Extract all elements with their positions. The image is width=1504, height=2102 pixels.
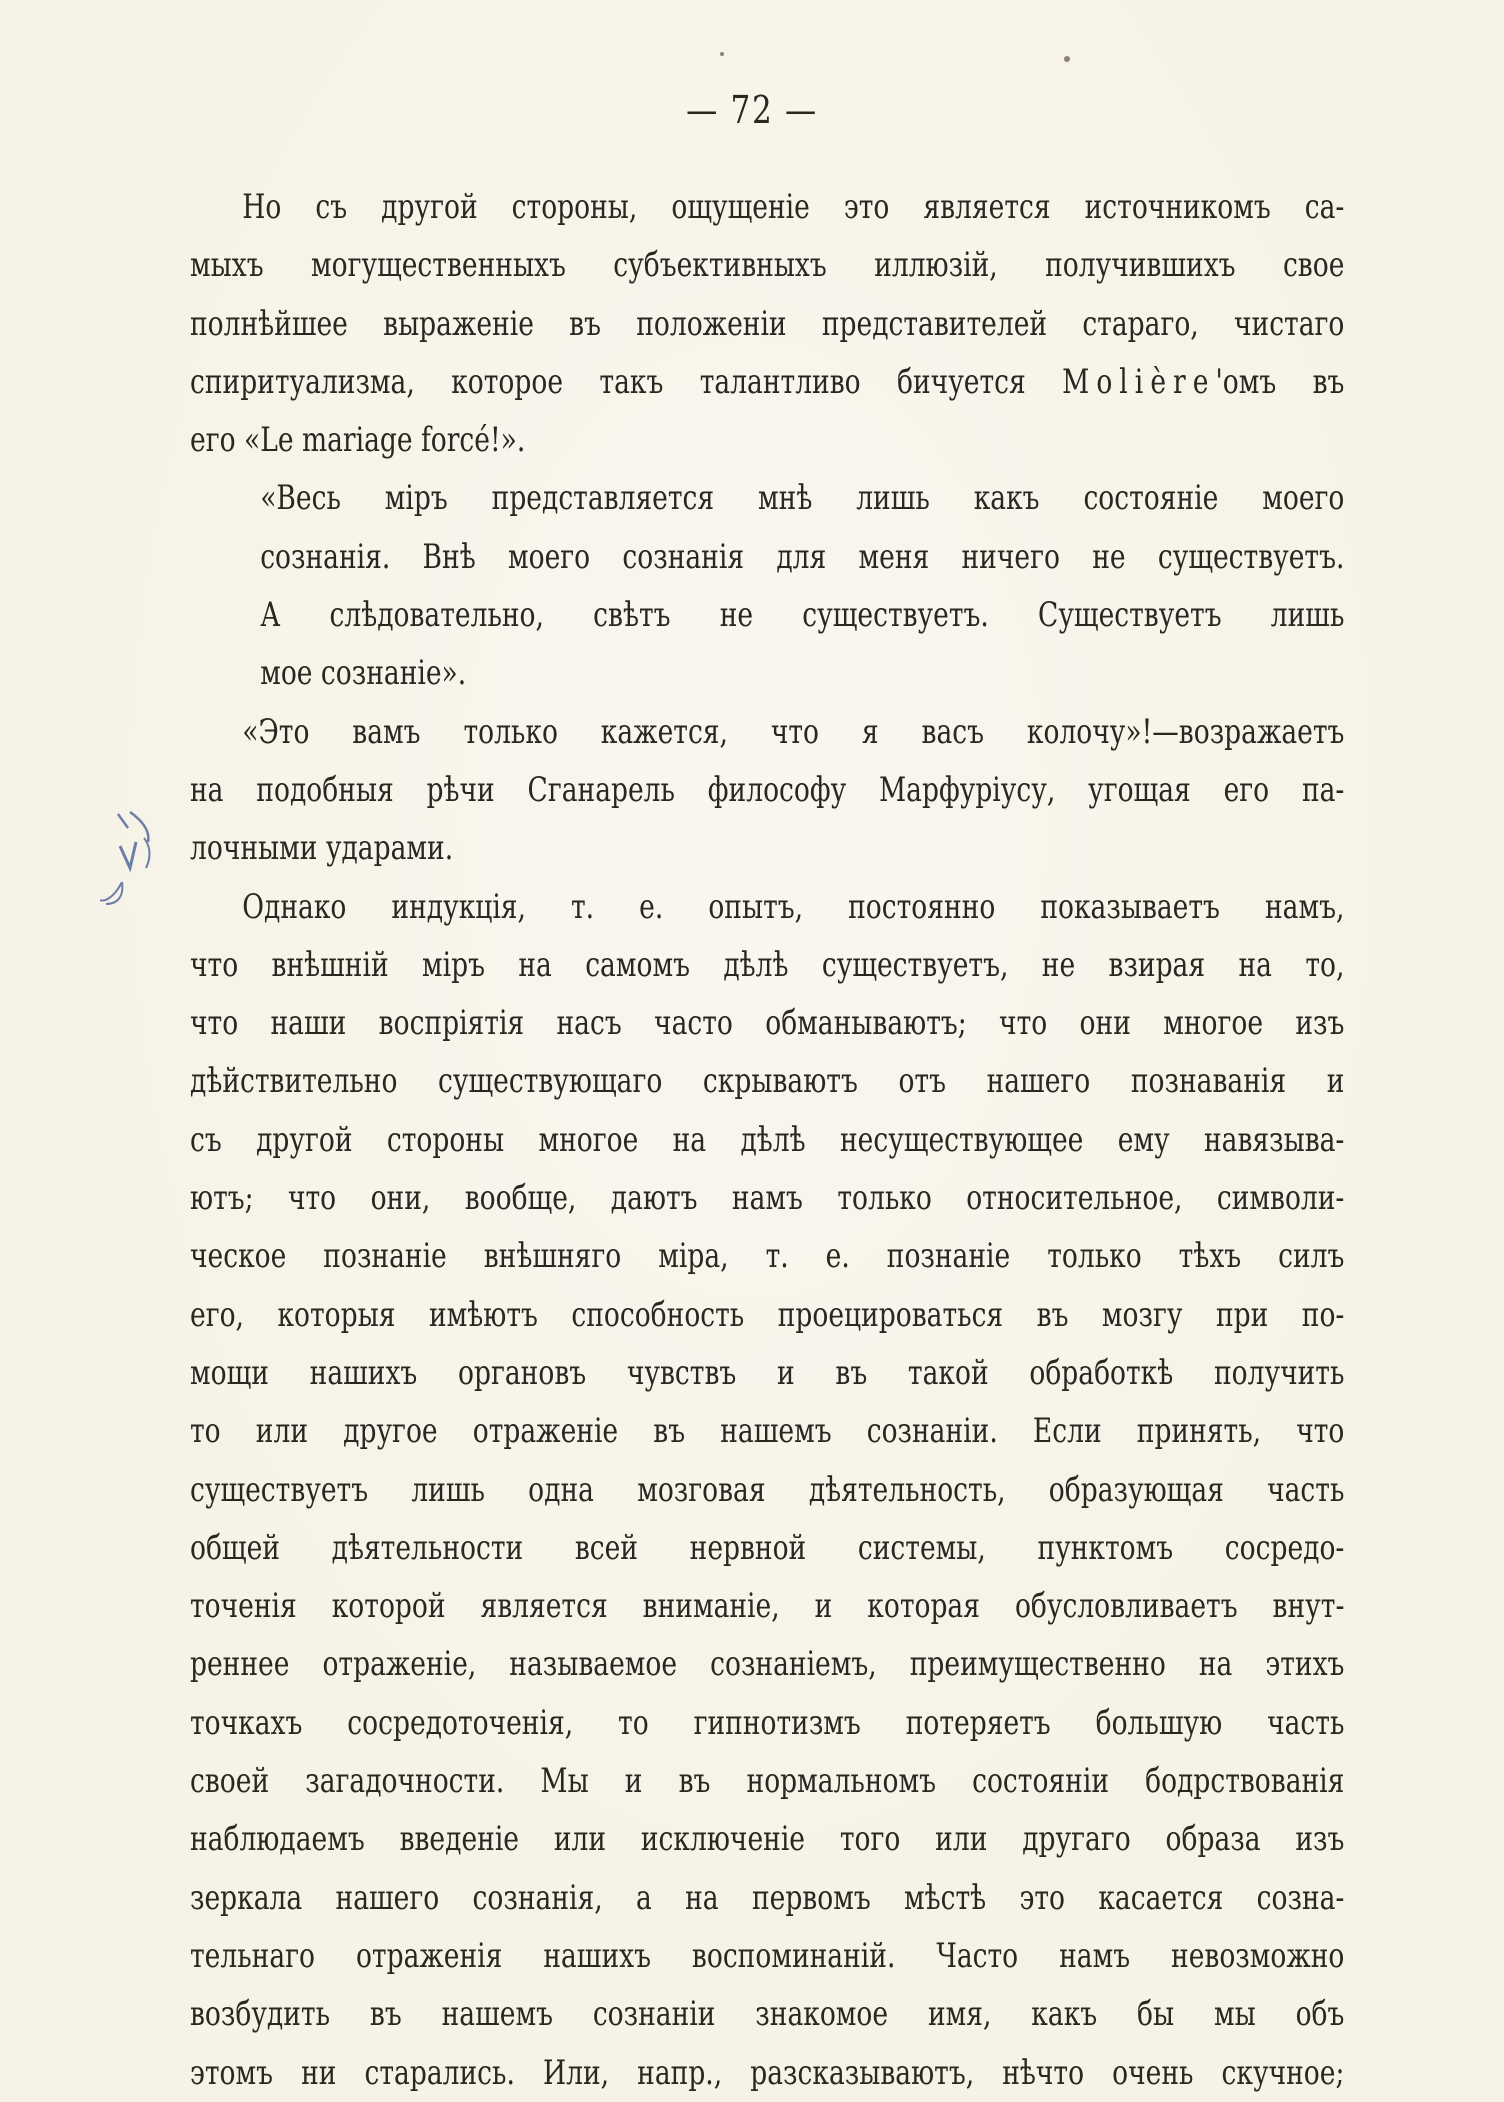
margin-pencil-mark (100, 808, 180, 938)
text-line: своей загадочности. Мы и въ нормальномъ состояніи бодрствованія (190, 1761, 1345, 1802)
ink-speck (1064, 56, 1070, 62)
ink-speck (720, 52, 724, 56)
text-line: «Это вамъ только кажется, что я васъ колочу»!—возражаетъ (242, 711, 1345, 752)
text-line: общей дѣятельности всей нервной системы, пунктомъ сосредо- (190, 1527, 1345, 1568)
text-line: дѣйствительно существующаго скрываютъ отъ нашего познаванія и (190, 1061, 1345, 1102)
text-line: ческое познаніе внѣшняго міра, т. е. познаніе только тѣхъ силъ (190, 1236, 1345, 1277)
text-line: точкахъ сосредоточенія, то гипнотизмъ потеряетъ большую часть (190, 1702, 1345, 1743)
quote-line: А слѣдовательно, свѣтъ не существуетъ. Существуетъ лишь (260, 595, 1345, 636)
text-line-part: 'омъ въ (1215, 361, 1345, 402)
quote-line: «Весь міръ представляется мнѣ лишь какъ состояніе моего (260, 478, 1345, 519)
text-line: ютъ; что они, вообще, даютъ намъ только относительное, символи- (190, 1178, 1345, 1219)
text-line: Но съ другой стороны, ощущеніе это является источникомъ са- (242, 187, 1345, 227)
text-line: этомъ ни старались. Или, напр., разсказываютъ, нѣчто очень скучное; (190, 2052, 1345, 2093)
text-line (190, 353, 1344, 411)
text-line: его «Le mariage forcé!». (190, 420, 526, 461)
text-line: его, которыя имѣютъ способность проецироваться въ мозгу при по- (190, 1294, 1345, 1335)
text-line: то или другое отраженіе въ нашемъ сознаніи. Если принять, что (190, 1411, 1345, 1452)
text-line: зеркала нашего сознанія, а на первомъ мѣстѣ это касается созна- (190, 1877, 1345, 1918)
quote-line: мое сознаніе». (260, 653, 467, 694)
author-name: Molière (1062, 361, 1216, 402)
text-line: реннее отраженіе, называемое сознаніемъ, преимущественно на этихъ (190, 1644, 1345, 1685)
text-line: Однако индукція, т. е. опытъ, постоянно показываетъ намъ, (242, 886, 1345, 927)
text-line: существуетъ лишь одна мозговая дѣятельность, образующая часть (190, 1469, 1345, 1510)
text-line: на подобныя рѣчи Сганарель философу Марфуріусу, угощая его па- (190, 769, 1345, 810)
page-number: — 72 — (686, 88, 818, 132)
text-line: возбудить въ нашемъ сознаніи знакомое имя, какъ бы мы объ (190, 1994, 1345, 2035)
text-line: что внѣшній міръ на самомъ дѣлѣ существуетъ, не взирая на то, (190, 944, 1345, 985)
text-line: что наши воспріятія насъ часто обманываютъ; что они многое изъ (190, 1003, 1345, 1044)
text-line: съ другой стороны многое на дѣлѣ несуществующее ему навязыва- (190, 1119, 1345, 1160)
text-line: мыхъ могущественныхъ субъективныхъ иллюзій, получившихъ свое (190, 245, 1345, 286)
text-line: полнѣйшее выраженіе въ положеніи представителей стараго, чистаго (190, 303, 1345, 344)
quote-line: сознанія. Внѣ моего сознанія для меня ничего не существуетъ. (260, 536, 1345, 577)
body-text (190, 178, 1345, 2102)
text-line: мощи нашихъ органовъ чувствъ и въ такой обработкѣ получить (190, 1352, 1345, 1393)
text-line-part: спиритуализма, которое такъ талантливо бичуется (190, 361, 1063, 402)
text-line: наблюдаемъ введеніе или исключеніе того или другаго образа изъ (190, 1819, 1345, 1860)
text-line: тельнаго отраженія нашихъ воспоминаній. Часто намъ невозможно (190, 1935, 1345, 1976)
text-line: точенія которой является вниманіе, и которая обусловливаетъ внут- (190, 1586, 1345, 1627)
text-line: лочными ударами. (190, 828, 454, 869)
